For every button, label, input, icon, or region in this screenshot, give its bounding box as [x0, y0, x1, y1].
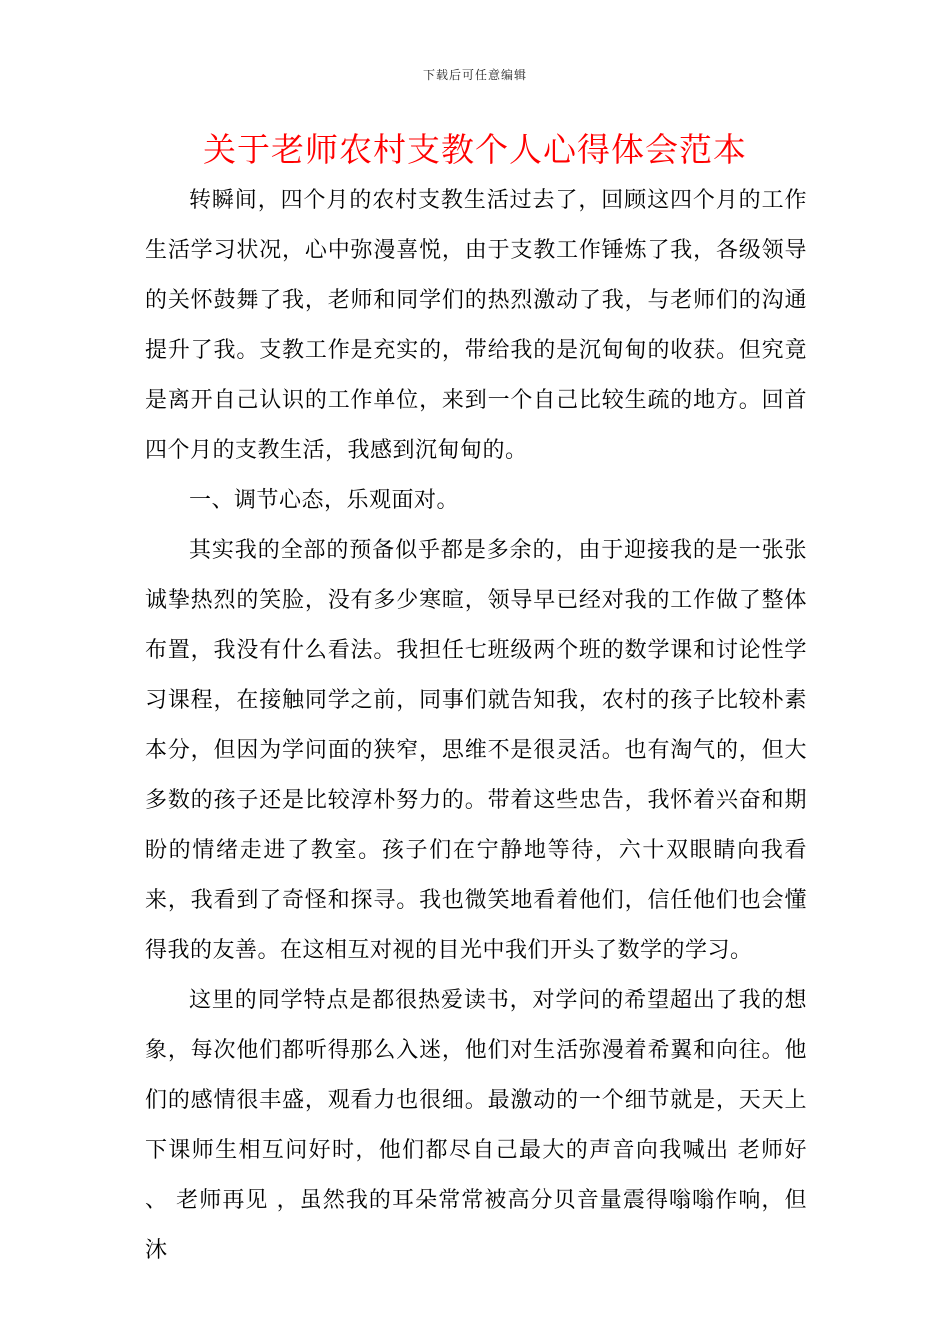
- header-note: 下载后可任意编辑: [422, 68, 527, 82]
- paragraph-students: 这里的同学特点是都很热爱读书，对学问的希望超出了我的想象，每次他们都听得那么入迷，他们对生活弥漫着希翼和向往。他们的感情很丰盛，观看力也很细。最激动的一个细节就是，天天上下课师生相互问好时，他们都尽自己最大的声音向我喊出 老师好 、 老师再见 ，虽然我的耳朵常常被高分贝音量震得嗡嗡作响，但沐: [145, 988, 807, 1263]
- document-body: [145, 176, 807, 1276]
- paragraph-preparation: 其实我的全部的预备似乎都是多余的，由于迎接我的是一张张诚挚热烈的笑脸，没有多少寒暄，领导早已经对我的工作做了整体布置，我没有什么看法。我担任七班级两个班的数学课和讨论性学习课程，在接触同学之前，同事们就告知我，农村的孩子比较朴素本分，但因为学问面的狭窄，思维不是很灵活。也有淘气的，但大多数的孩子还是比较淳朴努力的。带着这些忠告，我怀着兴奋和期盼的情绪走进了教室。孩子们在宁静地等待，六十双眼睛向我看来，我看到了奇怪和探寻。我也微笑地看着他们，信任他们也会懂得我的友善。在这相互对视的目光中我们开头了数学的学习。: [145, 538, 807, 963]
- paragraph-intro: 转瞬间，四个月的农村支教生活过去了，回顾这四个月的工作生活学习状况，心中弥漫喜悦，由于支教工作锤炼了我，各级领导的关怀鼓舞了我，老师和同学们的热烈激动了我，与老师们的沟通提升了我。支教工作是充实的，带给我的是沉甸甸的收获。但究竟是离开自己认识的工作单位，来到一个自己比较生疏的地方。回首四个月的支教生活，我感到沉甸甸的。: [145, 188, 807, 463]
- section-heading: 一、调节心态，乐观面对。: [189, 488, 460, 513]
- document-title: 关于老师农村支教个人心得体会范本: [203, 130, 747, 169]
